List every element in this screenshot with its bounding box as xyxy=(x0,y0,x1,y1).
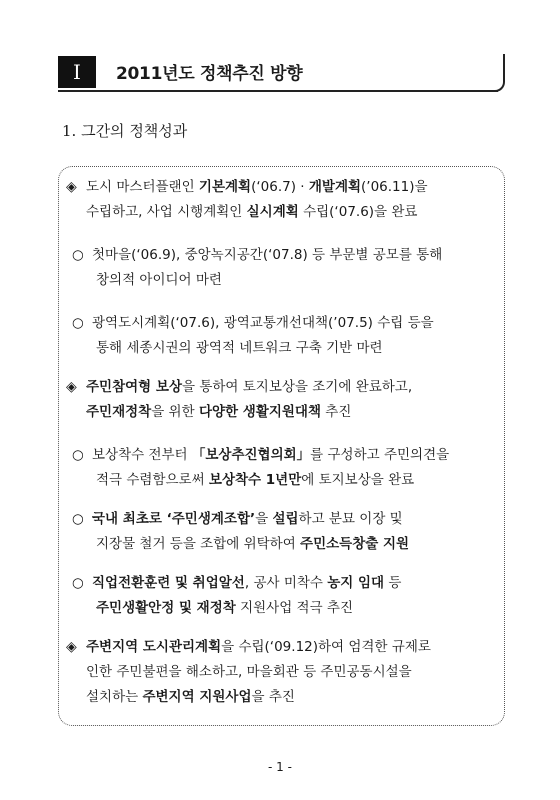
title-underline-hook xyxy=(495,54,505,92)
section-number-badge: I xyxy=(58,56,96,88)
sub-bullet-item: ○ 직업전환훈련 및 취업알선, 공사 미착수 농지 임대 등 주민생활안정 및 재정착 지원사업 적극 추진 xyxy=(72,571,401,621)
subheading: 1. 그간의 정책성과 xyxy=(62,122,188,140)
bullet-item: ◈ 도시 마스터플랜인 기본계획(‘06.7) · 개발계획(’06.11)을 수립하고, 사업 시행계획인 실시계획 수립(‘07.6)을 완료 xyxy=(66,175,428,225)
circle-bullet-icon: ○ xyxy=(72,575,84,591)
circle-bullet-icon: ○ xyxy=(72,315,84,331)
circle-bullet-icon: ○ xyxy=(72,247,84,263)
bullet-item: ◈ 주변지역 도시관리계획을 수립(‘09.12)하여 엄격한 규제로 인한 주민불편을 해소하고, 마을회관 등 주민공동시설을 설치하는 주변지역 지원사업을 추진 xyxy=(66,635,431,710)
diamond-bullet-icon: ◈ xyxy=(66,379,77,395)
sub-bullet-item: ○ 보상착수 전부터 「보상추진협의회」를 구성하고 주민의견을 적극 수렴함으로써 보상착수 1년만에 토지보상을 완료 xyxy=(72,443,449,493)
sub-bullet-item: ○ 광역도시계획(‘07.6), 광역교통개선대책(’07.5) 수립 등을 통해 세종시권의 광역적 네트워크 구축 기반 마련 xyxy=(72,311,434,361)
section-title: 2011년도 정책추진 방향 xyxy=(116,64,303,84)
title-underline xyxy=(58,90,498,92)
diamond-bullet-icon: ◈ xyxy=(66,639,77,655)
circle-bullet-icon: ○ xyxy=(72,447,84,463)
section-header xyxy=(58,56,505,92)
diamond-bullet-icon: ◈ xyxy=(66,179,77,195)
bullet-item: ◈ 주민참여형 보상을 통하여 토지보상을 조기에 완료하고, 주민재정착을 위한 다양한 생활지원대책 추진 xyxy=(66,375,412,425)
sub-bullet-item: ○ 첫마을(‘06.9), 중앙녹지공간(‘07.8) 등 부문별 공모를 통해 창의적 아이디어 마련 xyxy=(72,243,442,293)
page-number: - 1 - xyxy=(268,760,292,774)
sub-bullet-item: ○ 국내 최초로 ‘주민생계조합’을 설립하고 분묘 이장 및 지장물 철거 등을 조합에 위탁하여 주민소득창출 지원 xyxy=(72,507,409,557)
circle-bullet-icon: ○ xyxy=(72,511,84,527)
